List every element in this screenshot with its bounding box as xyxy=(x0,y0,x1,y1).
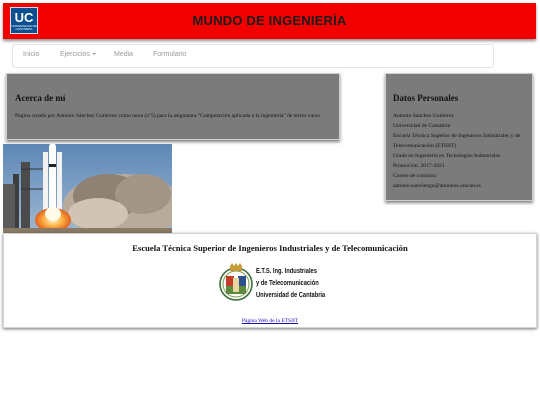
caret-down-icon xyxy=(92,53,96,55)
etsiit-website-link[interactable]: Página Web de la ETSIIT xyxy=(241,318,299,324)
logo-subtext: UNIVERSIDAD DE CANTABRIA xyxy=(11,24,37,31)
nav-item-media[interactable] xyxy=(114,51,133,58)
nav-item-formulario[interactable] xyxy=(153,51,186,58)
navbar xyxy=(12,44,494,68)
nav-label: Inicio xyxy=(23,51,40,58)
personal-line: Grado en Ingeniería en Tecnologías Industriales xyxy=(393,153,501,159)
etsiit-crest-icon xyxy=(216,262,256,302)
logo-line: Universidad de Cantabria xyxy=(256,292,326,299)
site-title: MUNDO DE INGENIERÍA xyxy=(192,13,347,28)
logo-line: E.T.S. Ing. Industriales xyxy=(256,268,317,275)
about-card xyxy=(6,73,340,140)
rocket-launch-icon xyxy=(3,144,172,234)
personal-data-card xyxy=(385,73,533,201)
logo-text: UC xyxy=(14,10,34,25)
nav-item-inicio[interactable] xyxy=(23,51,39,58)
etsiit-footer xyxy=(3,233,537,328)
rocket-launch-image xyxy=(3,144,172,234)
nav-label: Formulario xyxy=(153,51,187,58)
site-header xyxy=(3,3,536,39)
footer-title: Escuela Técnica Superior de Ingenieros Industriales y de Telecomunicación xyxy=(132,243,408,253)
nav-label: Media xyxy=(114,51,134,58)
personal-line: Promoción: 2017-2021 xyxy=(393,163,445,169)
about-text: Página creada por Antonio Sánchez Gutiérrez como tarea (nº5) para la asignatura "Computación aplicada a la ingeniería" de tercer curso xyxy=(15,113,320,119)
personal-line: Correo de contacto: xyxy=(393,173,438,179)
etsiit-logo-text xyxy=(256,266,325,302)
about-title: Acerca de mí xyxy=(15,93,66,103)
personal-line: Universidad de Cantabria xyxy=(393,123,451,129)
personal-email: antonio.sanchezgu@alumnos.unican.es xyxy=(393,183,481,189)
personal-line: Escuela Técnica Superior de Ingenieros Industriales y de Telecomunicación (ETSIIT) xyxy=(393,133,521,149)
personal-title: Datos Personales xyxy=(393,93,459,103)
logo-line: y de Telecomunicación xyxy=(256,280,319,287)
personal-line: Antonio Sánchez Gutiérrez xyxy=(393,113,454,119)
nav-item-ejercicios[interactable] xyxy=(60,51,96,58)
nav-label: Ejercicios xyxy=(60,51,90,58)
